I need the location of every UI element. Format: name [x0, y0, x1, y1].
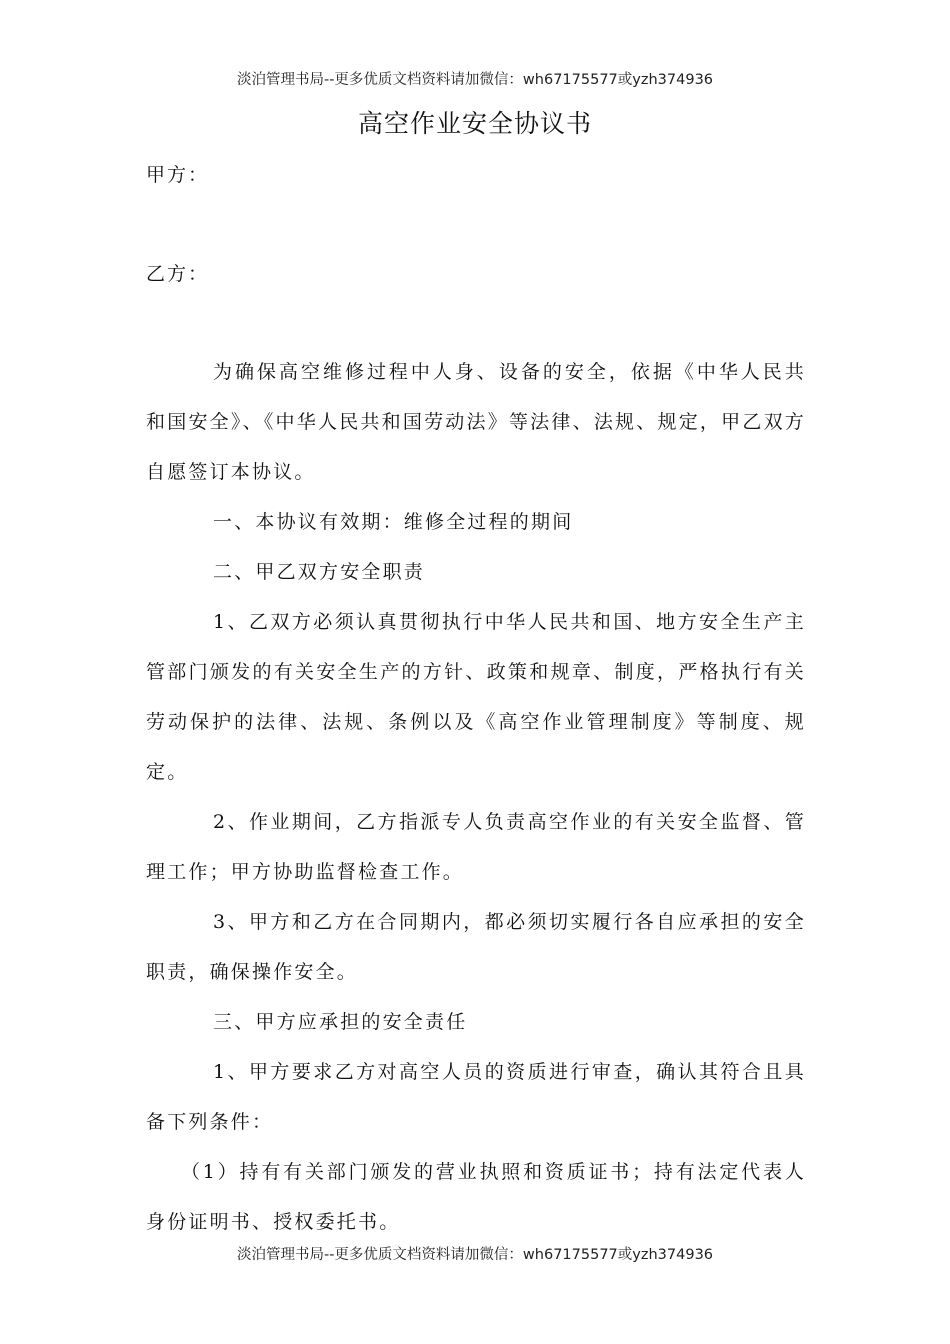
section-heading-validity: 一、本协议有效期：维修全过程的期间 [213, 511, 574, 533]
page-header: 淡泊管理书局--更多优质文档资料请加微信：wh67175577或yzh374936 [236, 72, 714, 88]
document-title: 高空作业安全协议书 [357, 109, 592, 138]
party-a-label: 甲方： [146, 164, 210, 186]
section-heading-duties: 二、甲乙双方安全职责 [213, 561, 426, 583]
clause-paragraph: 1、甲方要求乙方对高空人员的资质进行审查，确认其符合且具备下列条件： [146, 1061, 806, 1133]
document-body [146, 347, 806, 1247]
clause-paragraph: 1、乙双方必须认真贯彻执行中华人民共和国、地方安全生产主管部门颁发的有关安全生产的方针、政策和规章、制度，严格执行有关劳动保护的法律、法规、条例以及《高空作业管理制度》等制度、规定。 [146, 611, 806, 783]
clause-paragraph: 3、甲方和乙方在合同期内，都必须切实履行各自应承担的安全职责，确保操作安全。 [146, 911, 806, 983]
intro-paragraph: 为确保高空维修过程中人身、设备的安全，依据《中华人民共和国安全》、《中华人民共和国劳动法》等法律、法规、规定，甲乙双方自愿签订本协议。 [146, 361, 806, 483]
clause-paragraph: 2、作业期间，乙方指派专人负责高空作业的有关安全监督、管理工作；甲方协助监督检查工作。 [146, 811, 806, 883]
sub-clause-paragraph: （1）持有有关部门颁发的营业执照和资质证书；持有法定代表人身份证明书、授权委托书。 [146, 1161, 806, 1233]
party-b-label: 乙方： [146, 263, 210, 285]
page-footer: 淡泊管理书局--更多优质文档资料请加微信：wh67175577或yzh374936 [236, 1247, 714, 1263]
section-heading-party-a: 三、甲方应承担的安全责任 [213, 1011, 468, 1033]
